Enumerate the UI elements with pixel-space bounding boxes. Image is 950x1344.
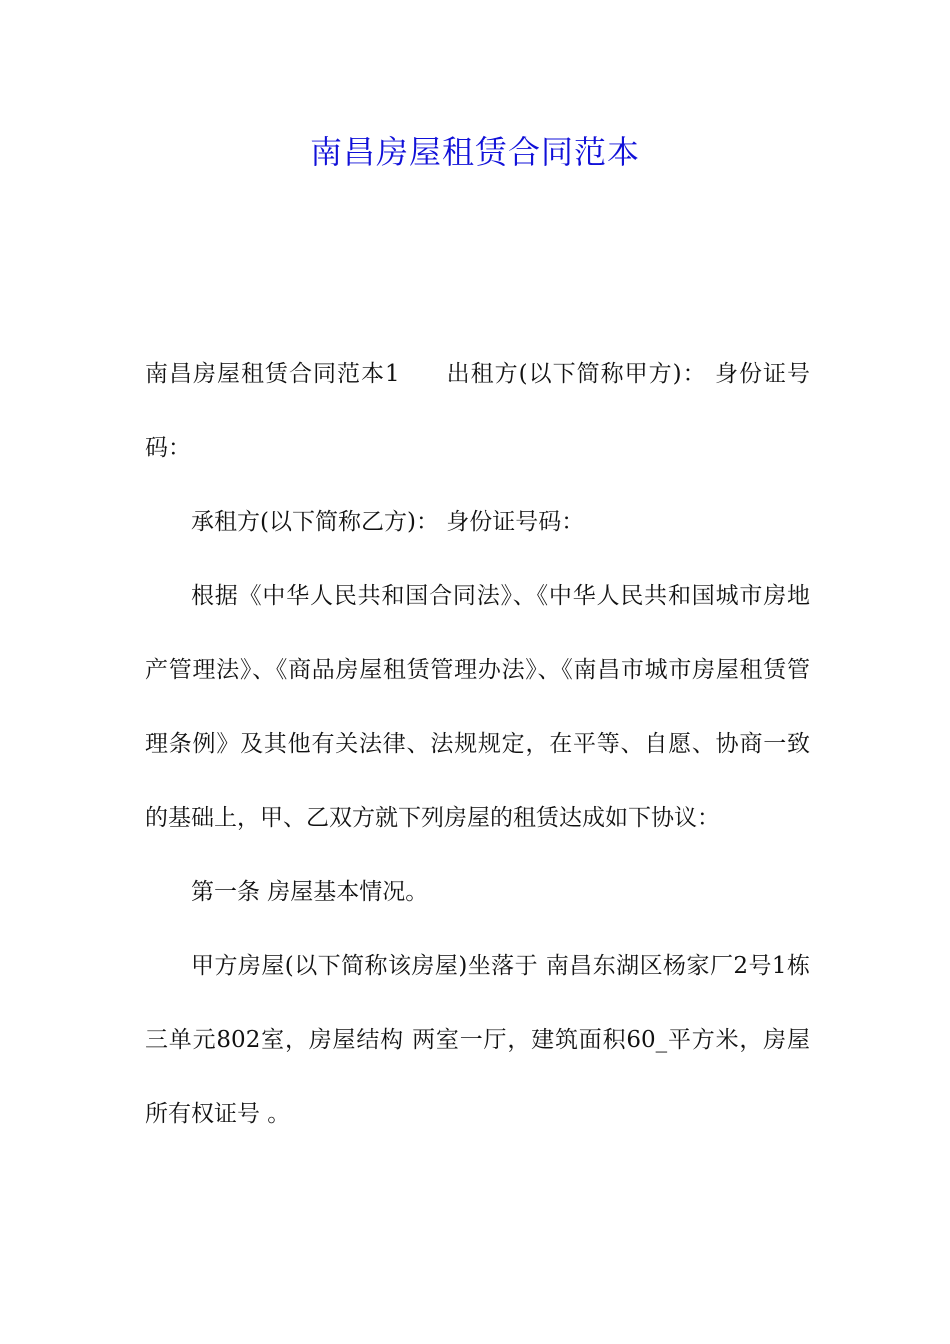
paragraph-article-1: 第一条 房屋基本情况。 xyxy=(191,879,429,905)
paragraph-contract-intro xyxy=(145,337,810,485)
paragraph-lessee: 承租方(以下简称乙方)： 身份证号码： xyxy=(191,509,585,535)
paragraph-house-info: 甲方房屋(以下简称该房屋)坐落于 南昌东湖区杨家厂2号1栋三单元802室，房屋结构 两室一厅，建筑面积60_平方米，房屋所有权证号 。 xyxy=(145,953,810,1127)
document-body xyxy=(145,337,810,1151)
document-title: 南昌房屋租赁合同范本 xyxy=(309,133,640,171)
contract-heading: 南昌房屋租赁合同范本1 xyxy=(145,361,400,387)
lessor-line: 出租方(以下简称甲方)： 身份证号码： xyxy=(145,361,810,461)
paragraph-legal-basis: 根据《中华人民共和国合同法》、《中华人民共和国城市房地产管理法》、《商品房屋租赁管理办法》、《南昌市城市房屋租赁管理条例》及其他有关法律、法规规定，在平等、自愿、协商一致的基础上，甲、乙双方就下列房屋的租赁达成如下协议： xyxy=(145,583,810,831)
